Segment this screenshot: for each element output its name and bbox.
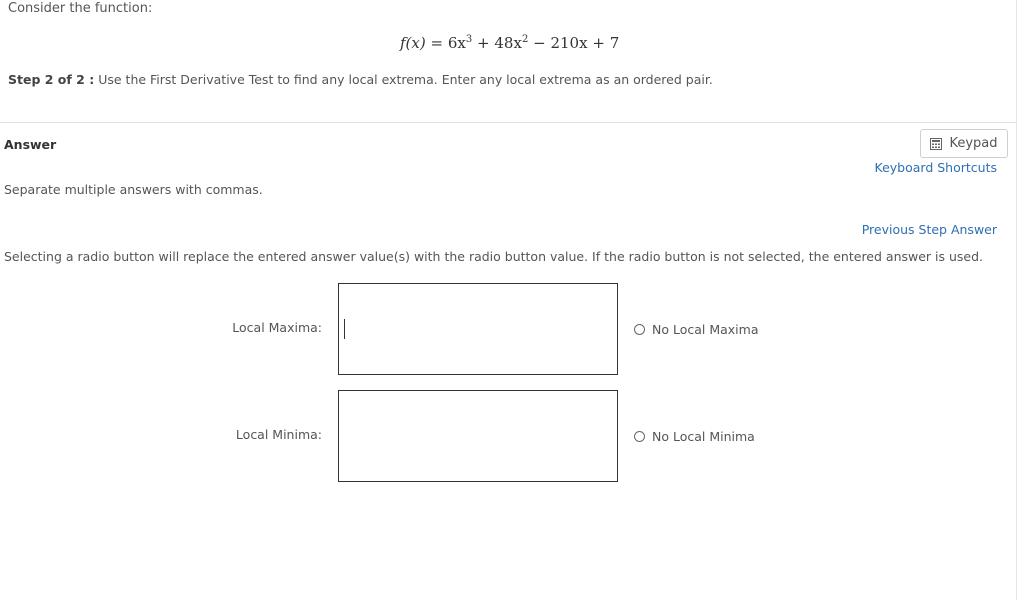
- formula-operator: +: [477, 34, 490, 52]
- formula-operator: −: [533, 34, 546, 52]
- section-divider: [0, 122, 1016, 123]
- local-maxima-input[interactable]: [338, 283, 618, 375]
- step-label: Step 2 of 2 :: [8, 72, 95, 87]
- keypad-label: Keypad: [949, 136, 998, 151]
- radio-circle-icon[interactable]: [634, 431, 645, 442]
- answer-heading: Answer: [4, 137, 57, 152]
- no-local-minima-label: No Local Minima: [652, 429, 755, 444]
- question-intro: Consider the function:: [8, 1, 153, 16]
- formula-equals: =: [430, 34, 444, 52]
- formula-term-linear: 210x: [550, 34, 588, 52]
- formula-lhs: f(x): [400, 34, 426, 52]
- radio-circle-icon[interactable]: [634, 324, 645, 335]
- step-instruction: [8, 72, 713, 87]
- step-text: Use the First Derivative Test to find any local extrema. Enter any local extrema as an ordered pair.: [98, 72, 713, 87]
- formula-operator: +: [592, 34, 605, 52]
- formula-term-cubic: $6x^3$: [447, 34, 473, 52]
- local-minima-label: Local Minima:: [235, 427, 322, 442]
- radio-button-note: Selecting a radio button will replace the entered answer value(s) with the radio button value. If the radio button is not selected, the entered answer is used.: [4, 249, 984, 264]
- no-local-maxima-radio[interactable]: [634, 322, 759, 337]
- formula-term-constant: 7: [609, 34, 620, 52]
- keyboard-shortcuts-link[interactable]: Keyboard Shortcuts: [874, 160, 997, 175]
- no-local-maxima-label: No Local Maxima: [652, 322, 759, 337]
- text-cursor: [344, 319, 345, 339]
- formula-term-quadratic: $48x^2$: [494, 34, 529, 52]
- no-local-minima-radio[interactable]: [634, 429, 755, 444]
- local-maxima-label: Local Maxima:: [232, 320, 322, 335]
- calculator-icon: [930, 138, 942, 150]
- function-formula: [400, 34, 619, 52]
- keypad-button[interactable]: [920, 129, 1008, 158]
- local-minima-input[interactable]: [338, 390, 618, 482]
- previous-step-answer-link[interactable]: Previous Step Answer: [861, 222, 997, 237]
- separate-answers-note: Separate multiple answers with commas.: [4, 182, 263, 197]
